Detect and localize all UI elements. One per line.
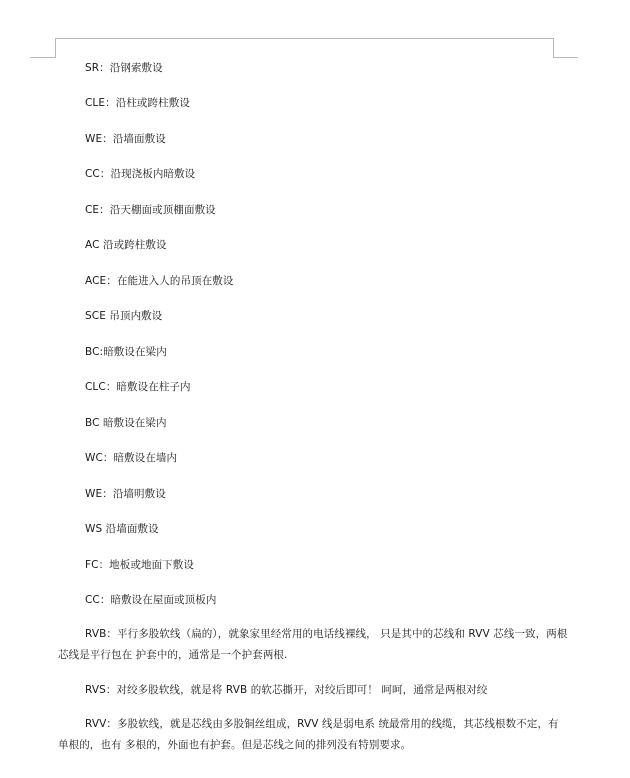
crop-mark-right-vertical — [553, 38, 554, 58]
text-line: SR：沿钢索敷设 — [85, 62, 163, 74]
text-line: CE：沿天棚面或顶棚面敷设 — [85, 204, 216, 216]
text-line: CLE：沿柱或跨柱敷设 — [85, 97, 190, 109]
text-line: BC:暗敷设在梁内 — [85, 346, 167, 358]
text-line: WE：沿墙明敷设 — [85, 488, 166, 500]
text-line: CC：暗敷设在屋面或顶板内 — [85, 594, 217, 606]
paragraph-rvv: RVV：多股软线，就是芯线由多股铜丝组成，RVV 线是弱电系 统最常用的线缆，其芯线根数不定，有单根的，也有 多根的，外面也有护套。但是芯线之间的排列没有特别要求。 — [58, 718, 559, 751]
page-top-border — [55, 38, 553, 39]
text-line: CC：沿现浇板内暗敷设 — [85, 168, 196, 180]
text-line: WC：暗敷设在墙内 — [85, 452, 178, 464]
text-line: BC 暗敷设在梁内 — [85, 417, 167, 429]
text-line: FC：地板或地面下敷设 — [85, 559, 194, 571]
text-line: WS 沿墙面敷设 — [85, 523, 159, 535]
text-line: AC 沿或跨柱敷设 — [85, 239, 167, 251]
paragraph-rvb: RVB：平行多股软线（扁的），就象家里经常用的电话线裸线， 只是其中的芯线和 RVV 芯线一致，两根芯线是平行包在 护套中的，通常是一个护套两根. — [58, 628, 568, 661]
text-line: ACE：在能进入人的吊顶在敷设 — [85, 275, 234, 287]
text-line: CLC：暗敷设在柱子内 — [85, 381, 191, 393]
crop-mark-right-horizontal — [553, 57, 578, 58]
crop-mark-left-horizontal — [30, 57, 55, 58]
paragraph-rvs: RVS：对绞多股软线，就是将 RVB 的软芯撕开，对绞后即可！ 呵呵，通常是两根对绞 — [85, 684, 488, 696]
text-line: WE：沿墙面敷设 — [85, 133, 166, 145]
crop-mark-left-vertical — [55, 38, 56, 58]
text-line: SCE 吊顶内敷设 — [85, 310, 163, 322]
